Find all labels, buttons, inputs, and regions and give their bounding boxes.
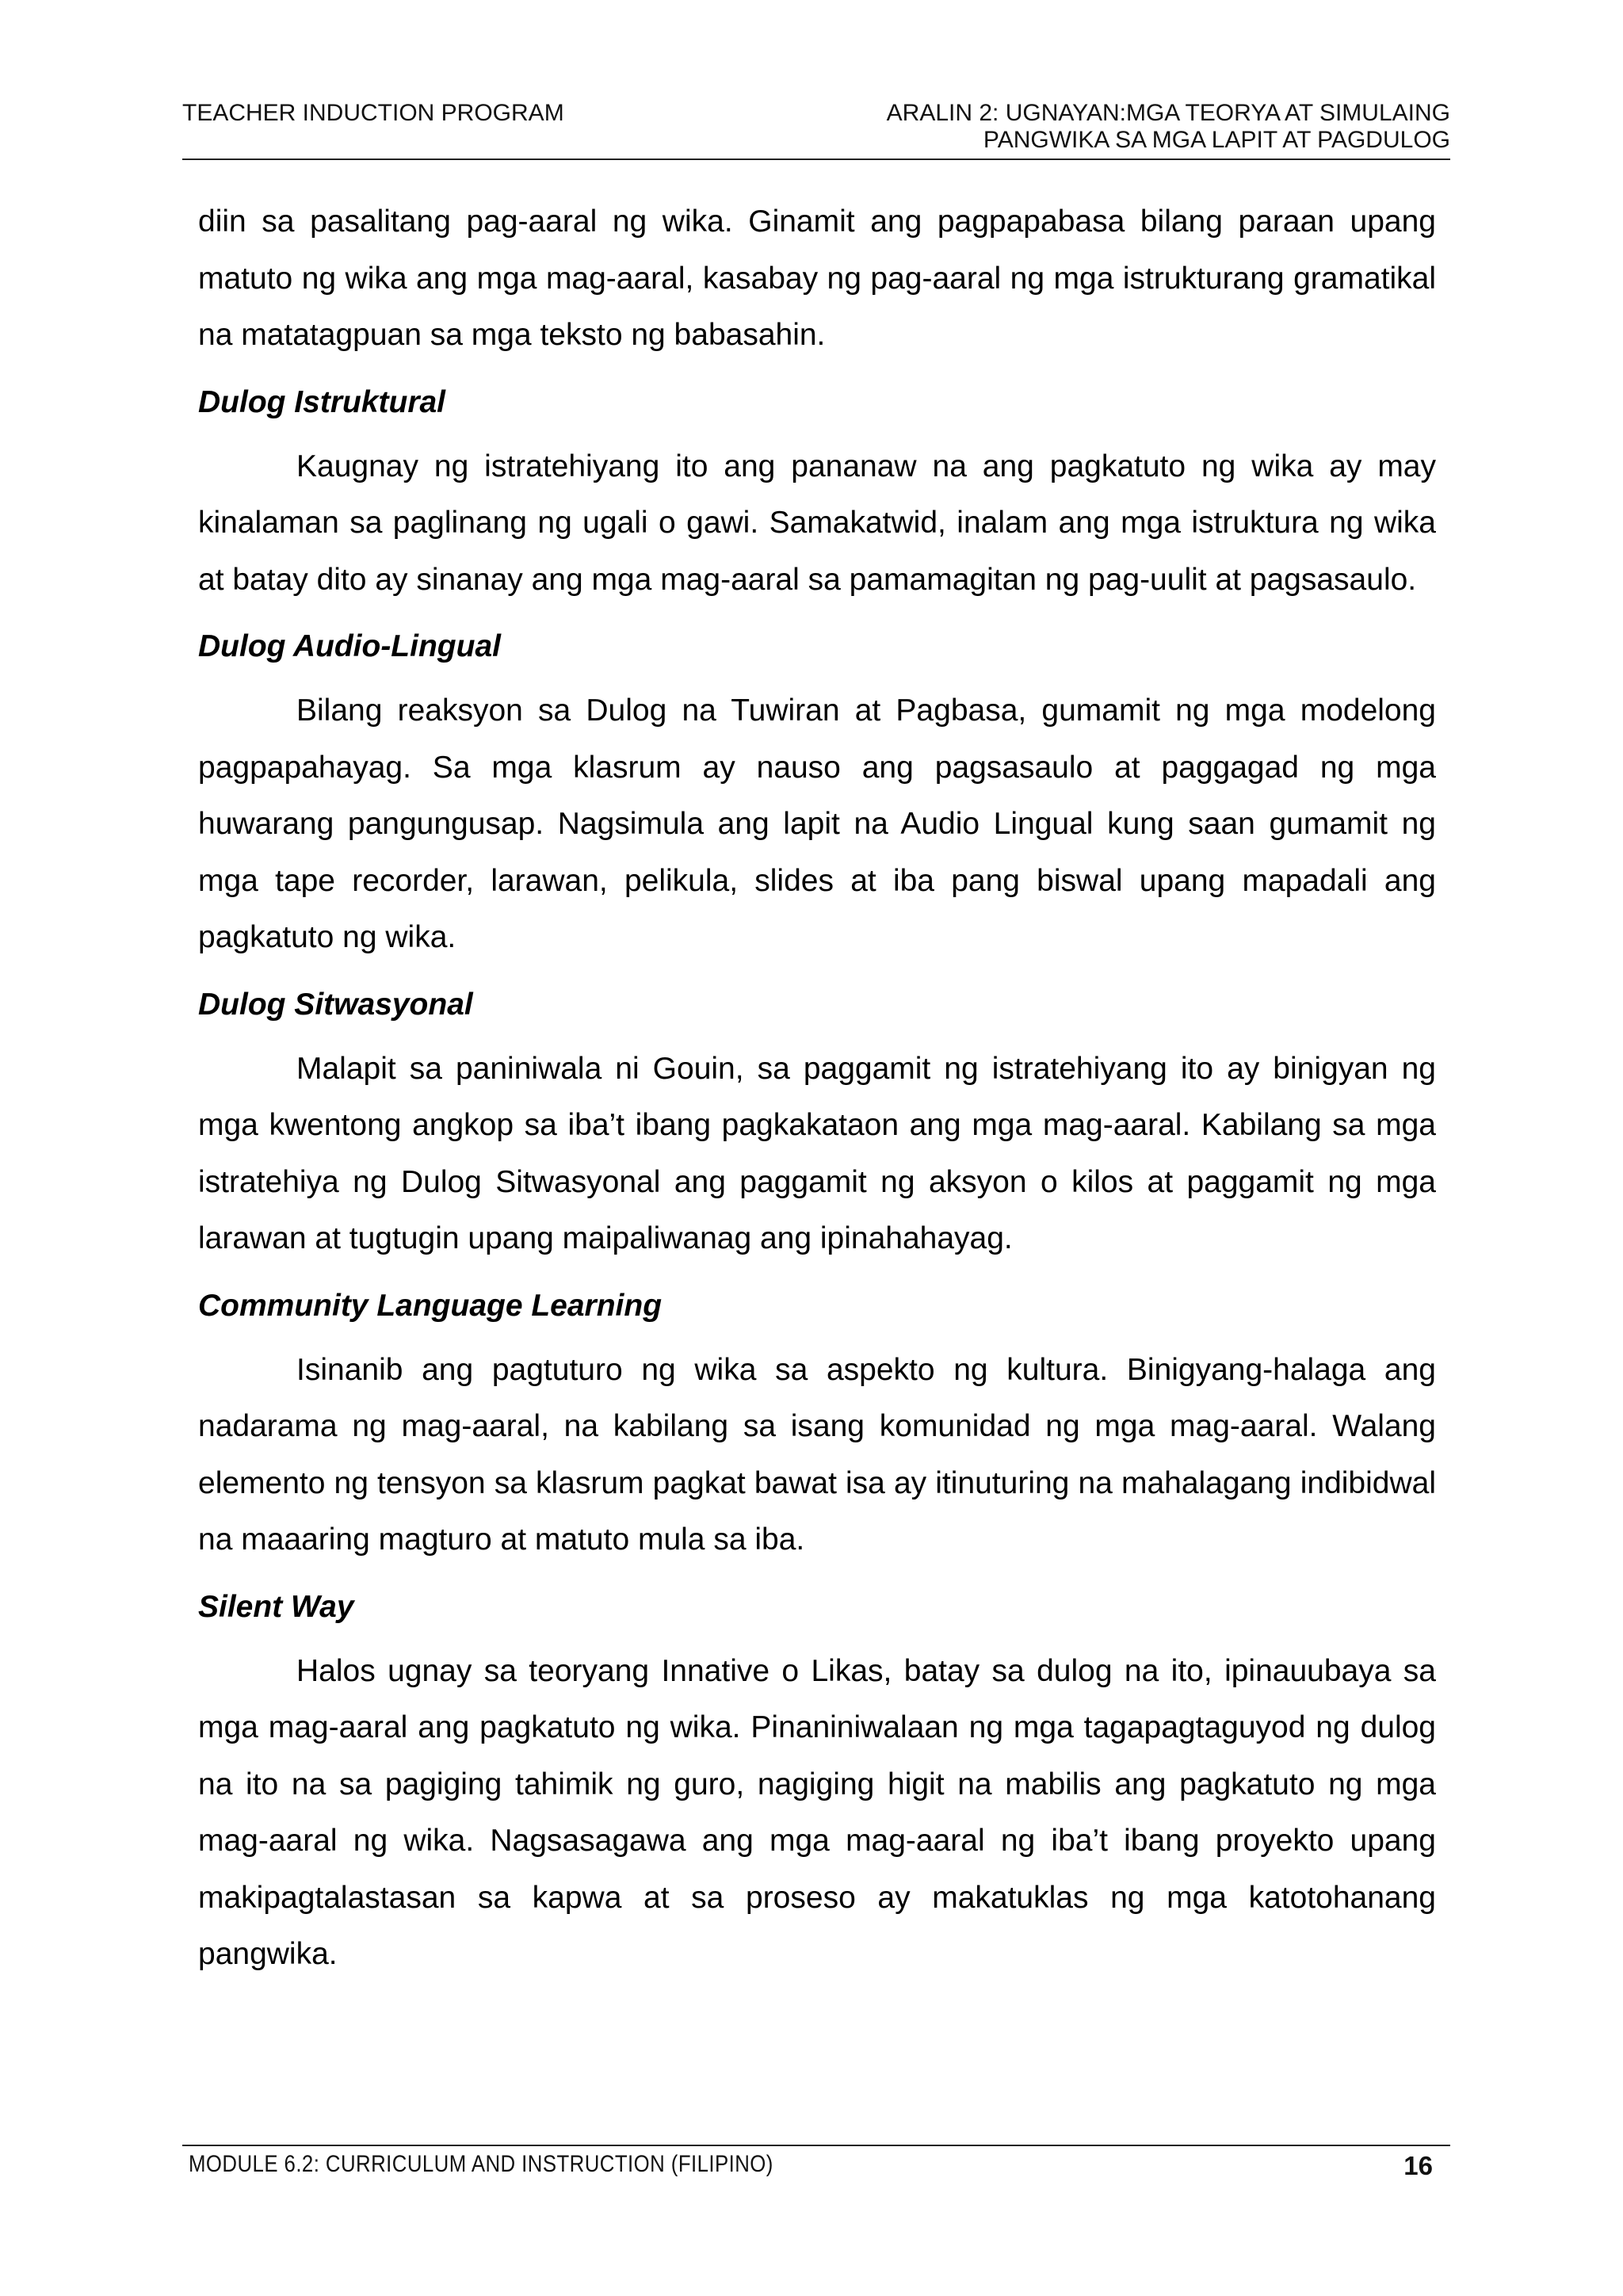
section-paragraph-dulog-sitwasyonal: Malapit sa paniniwala ni Gouin, sa paggamit ng istratehiyang ito ay binigyan ng mga kwentong angkop sa iba’t ibang pagkakataon ang mga mag-aaral. Kabilang sa mga istratehiya ng Dulog Sitwasyonal ang paggamit ng aksyon o kilos at paggamit ng mga larawan at tugtugin upang maipaliwanag ang ipinahahayag.: [198, 1051, 1436, 1255]
page-number: 16: [1403, 2151, 1433, 2180]
header-lesson-title-line2: PANGWIKA SA MGA LAPIT AT PAGDULOG: [983, 127, 1450, 153]
section-heading-community-language-learning: Community Language Learning: [198, 1288, 663, 1323]
page-body: [198, 193, 1436, 1983]
section-paragraph-dulog-audio-lingual: Bilang reaksyon sa Dulog na Tuwiran at Pagbasa, gumamit ng mga modelong pagpapahayag. Sa mga klasrum ay nauso ang pagsasaulo at paggagad ng mga huwarang pangungusap. Nagsimula ang lapit na Audio Lingual kung saan gumamit ng mga tape recorder, larawan, pelikula, slides at iba pang biswal upang mapadali ang pagkatuto ng wika.: [198, 693, 1436, 954]
header-lesson-title-line1: ARALIN 2: UGNAYAN:MGA TEORYA AT SIMULAING: [886, 100, 1450, 126]
section-heading-dulog-audio-lingual: Dulog Audio-Lingual: [198, 629, 501, 663]
section-heading-silent-way: Silent Way: [198, 1589, 354, 1624]
section-heading-dulog-sitwasyonal: Dulog Sitwasyonal: [198, 987, 473, 1022]
section-paragraph-community-language-learning: Isinanib ang pagtuturo ng wika sa aspekto ng kultura. Binigyang-halaga ang nadarama ng mag-aaral, na kabilang sa isang komunidad ng mga mag-aaral. Walang elemento ng tensyon sa klasrum pagkat bawat isa ay itinuturing na mahalagang indibidwal na maaaring magturo at matuto mula sa iba.: [198, 1352, 1436, 1557]
section-paragraph-silent-way: Halos ugnay sa teoryang Innative o Likas, batay sa dulog na ito, ipinauubaya sa mga mag-aaral ang pagkatuto ng wika. Pinaniniwalaan ng mga tagapagtaguyod ng dulog na ito na sa pagiging tahimik ng guro, nagiging higit na mabilis ang pagkatuto ng mga mag-aaral ng wika. Nagsasagawa ang mga mag-aaral ng iba’t ibang proyekto upang makipagtalastasan sa kapwa at sa proseso ay makatuklas ng mga katotohanang pangwika.: [198, 1653, 1436, 1971]
footer-module-title: MODULE 6.2: CURRICULUM AND INSTRUCTION (FILIPINO): [189, 2151, 773, 2177]
page-header: [182, 95, 1450, 160]
intro-paragraph: diin sa pasalitang pag-aaral ng wika. Ginamit ang pagpapabasa bilang paraan upang matuto ng wika ang mga mag-aaral, kasabay ng pag-aaral ng mga istrukturang gramatikal na matatagpuan sa mga teksto ng babasahin.: [198, 204, 1436, 352]
header-lesson-title: [887, 100, 1450, 154]
page-footer: [189, 2151, 1441, 2186]
header-divider: [182, 159, 1450, 160]
section-heading-dulog-istruktural: Dulog Istruktural: [198, 384, 446, 419]
footer-divider: [182, 2145, 1450, 2146]
header-program-title: TEACHER INDUCTION PROGRAM: [182, 100, 564, 126]
section-paragraph-dulog-istruktural: Kaugnay ng istratehiyang ito ang pananaw na ang pagkatuto ng wika ay may kinalaman sa paglinang ng ugali o gawi. Samakatwid, inalam ang mga istruktura ng wika at batay dito ay sinanay ang mga mag-aaral sa pamamagitan ng pag-uulit at pagsasaulo.: [198, 449, 1436, 597]
